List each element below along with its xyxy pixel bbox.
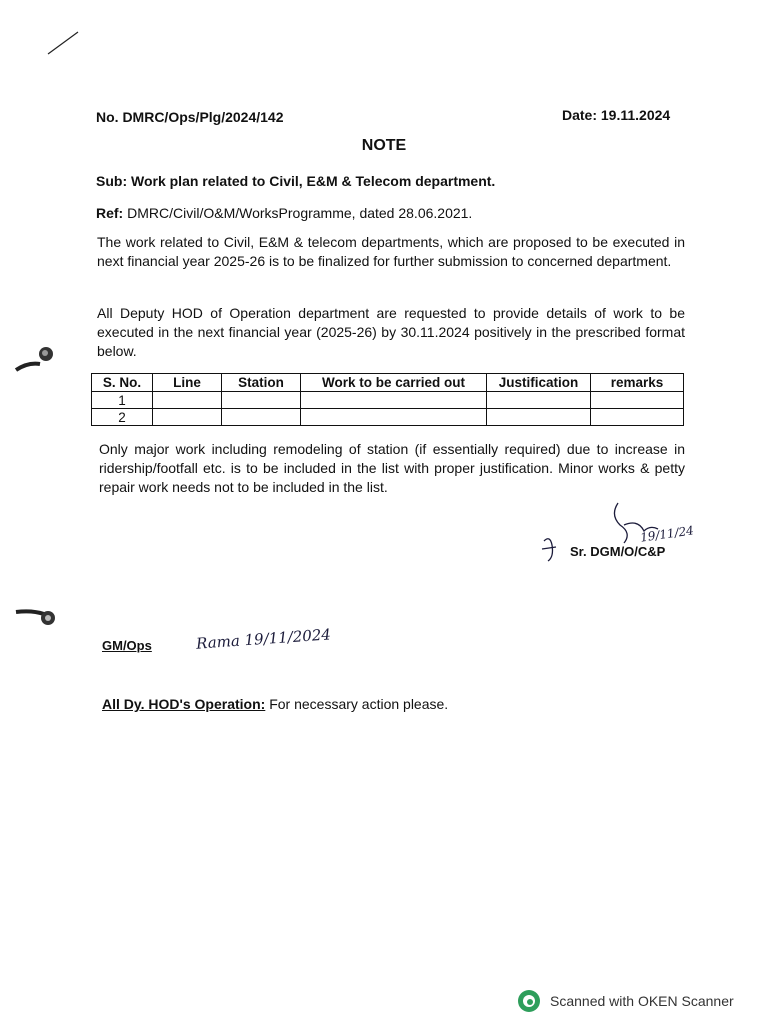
punch-hole-mark <box>14 340 58 380</box>
table-cell <box>591 392 684 409</box>
paragraph-major-work: Only major work including remodeling of station (if essentially required) due to increase in ridership/footfall etc. is to be included in the list with proper justification. Minor works & petty repair work needs not to be included in the list. <box>99 441 685 495</box>
column-header: S. No. <box>92 374 153 392</box>
table-header-row <box>92 374 684 392</box>
table-cell <box>153 392 222 409</box>
table-cell <box>222 409 301 426</box>
column-header: Station <box>222 374 301 392</box>
reference-line <box>96 204 472 223</box>
table-cell <box>487 392 591 409</box>
table-cell <box>301 409 487 426</box>
table-cell <box>487 409 591 426</box>
pen-stroke-mark <box>46 30 80 56</box>
paragraph-request-details: All Deputy HOD of Operation department are requested to provide details of work to be executed in the next financial year (2025-26) by 30.11.2024 positively in the prescribed format below. <box>97 305 685 359</box>
table-row <box>92 392 684 409</box>
column-header: Justification <box>487 374 591 392</box>
action-text: For necessary action please. <box>269 696 449 712</box>
column-header: Line <box>153 374 222 392</box>
punch-hole-mark <box>14 602 58 632</box>
reference-label: Ref: <box>96 205 124 221</box>
column-header: Work to be carried out <box>301 374 487 392</box>
table-cell <box>301 392 487 409</box>
table-cell: 2 <box>92 409 153 426</box>
table-cell: 1 <box>92 392 153 409</box>
table-row <box>92 409 684 426</box>
column-header: remarks <box>591 374 684 392</box>
scanner-watermark <box>518 990 734 1012</box>
signature-date: 19/11/24 <box>639 523 695 545</box>
reference-number: No. DMRC/Ops/Plg/2024/142 <box>96 109 284 125</box>
paragraph-financial-year: The work related to Civil, E&M & telecom departments, which are proposed to be executed in next financial year 2025-26 is to be finalized for further submission to concerned department. <box>97 234 685 269</box>
routing-recipient: GM/Ops <box>102 638 152 653</box>
routing-handwritten-note: Rama 19/11/2024 <box>195 625 332 653</box>
action-line <box>102 695 448 714</box>
reference-text: DMRC/Civil/O&M/WorksProgramme, dated 28.06.2021. <box>127 205 473 221</box>
note-date: Date: 19.11.2024 <box>562 107 671 123</box>
prescribed-format-table <box>91 373 684 426</box>
scanner-text: Scanned with OKEN Scanner <box>550 993 734 1009</box>
action-label: All Dy. HOD's Operation: <box>102 696 266 712</box>
subject-line: Sub: Work plan related to Civil, E&M & Telecom department. <box>96 173 496 189</box>
scanner-logo-icon <box>518 990 540 1012</box>
table-cell <box>591 409 684 426</box>
signatory-designation: Sr. DGM/O/C&P <box>570 544 666 559</box>
table-cell <box>153 409 222 426</box>
table-cell <box>222 392 301 409</box>
note-title: NOTE <box>361 137 407 154</box>
